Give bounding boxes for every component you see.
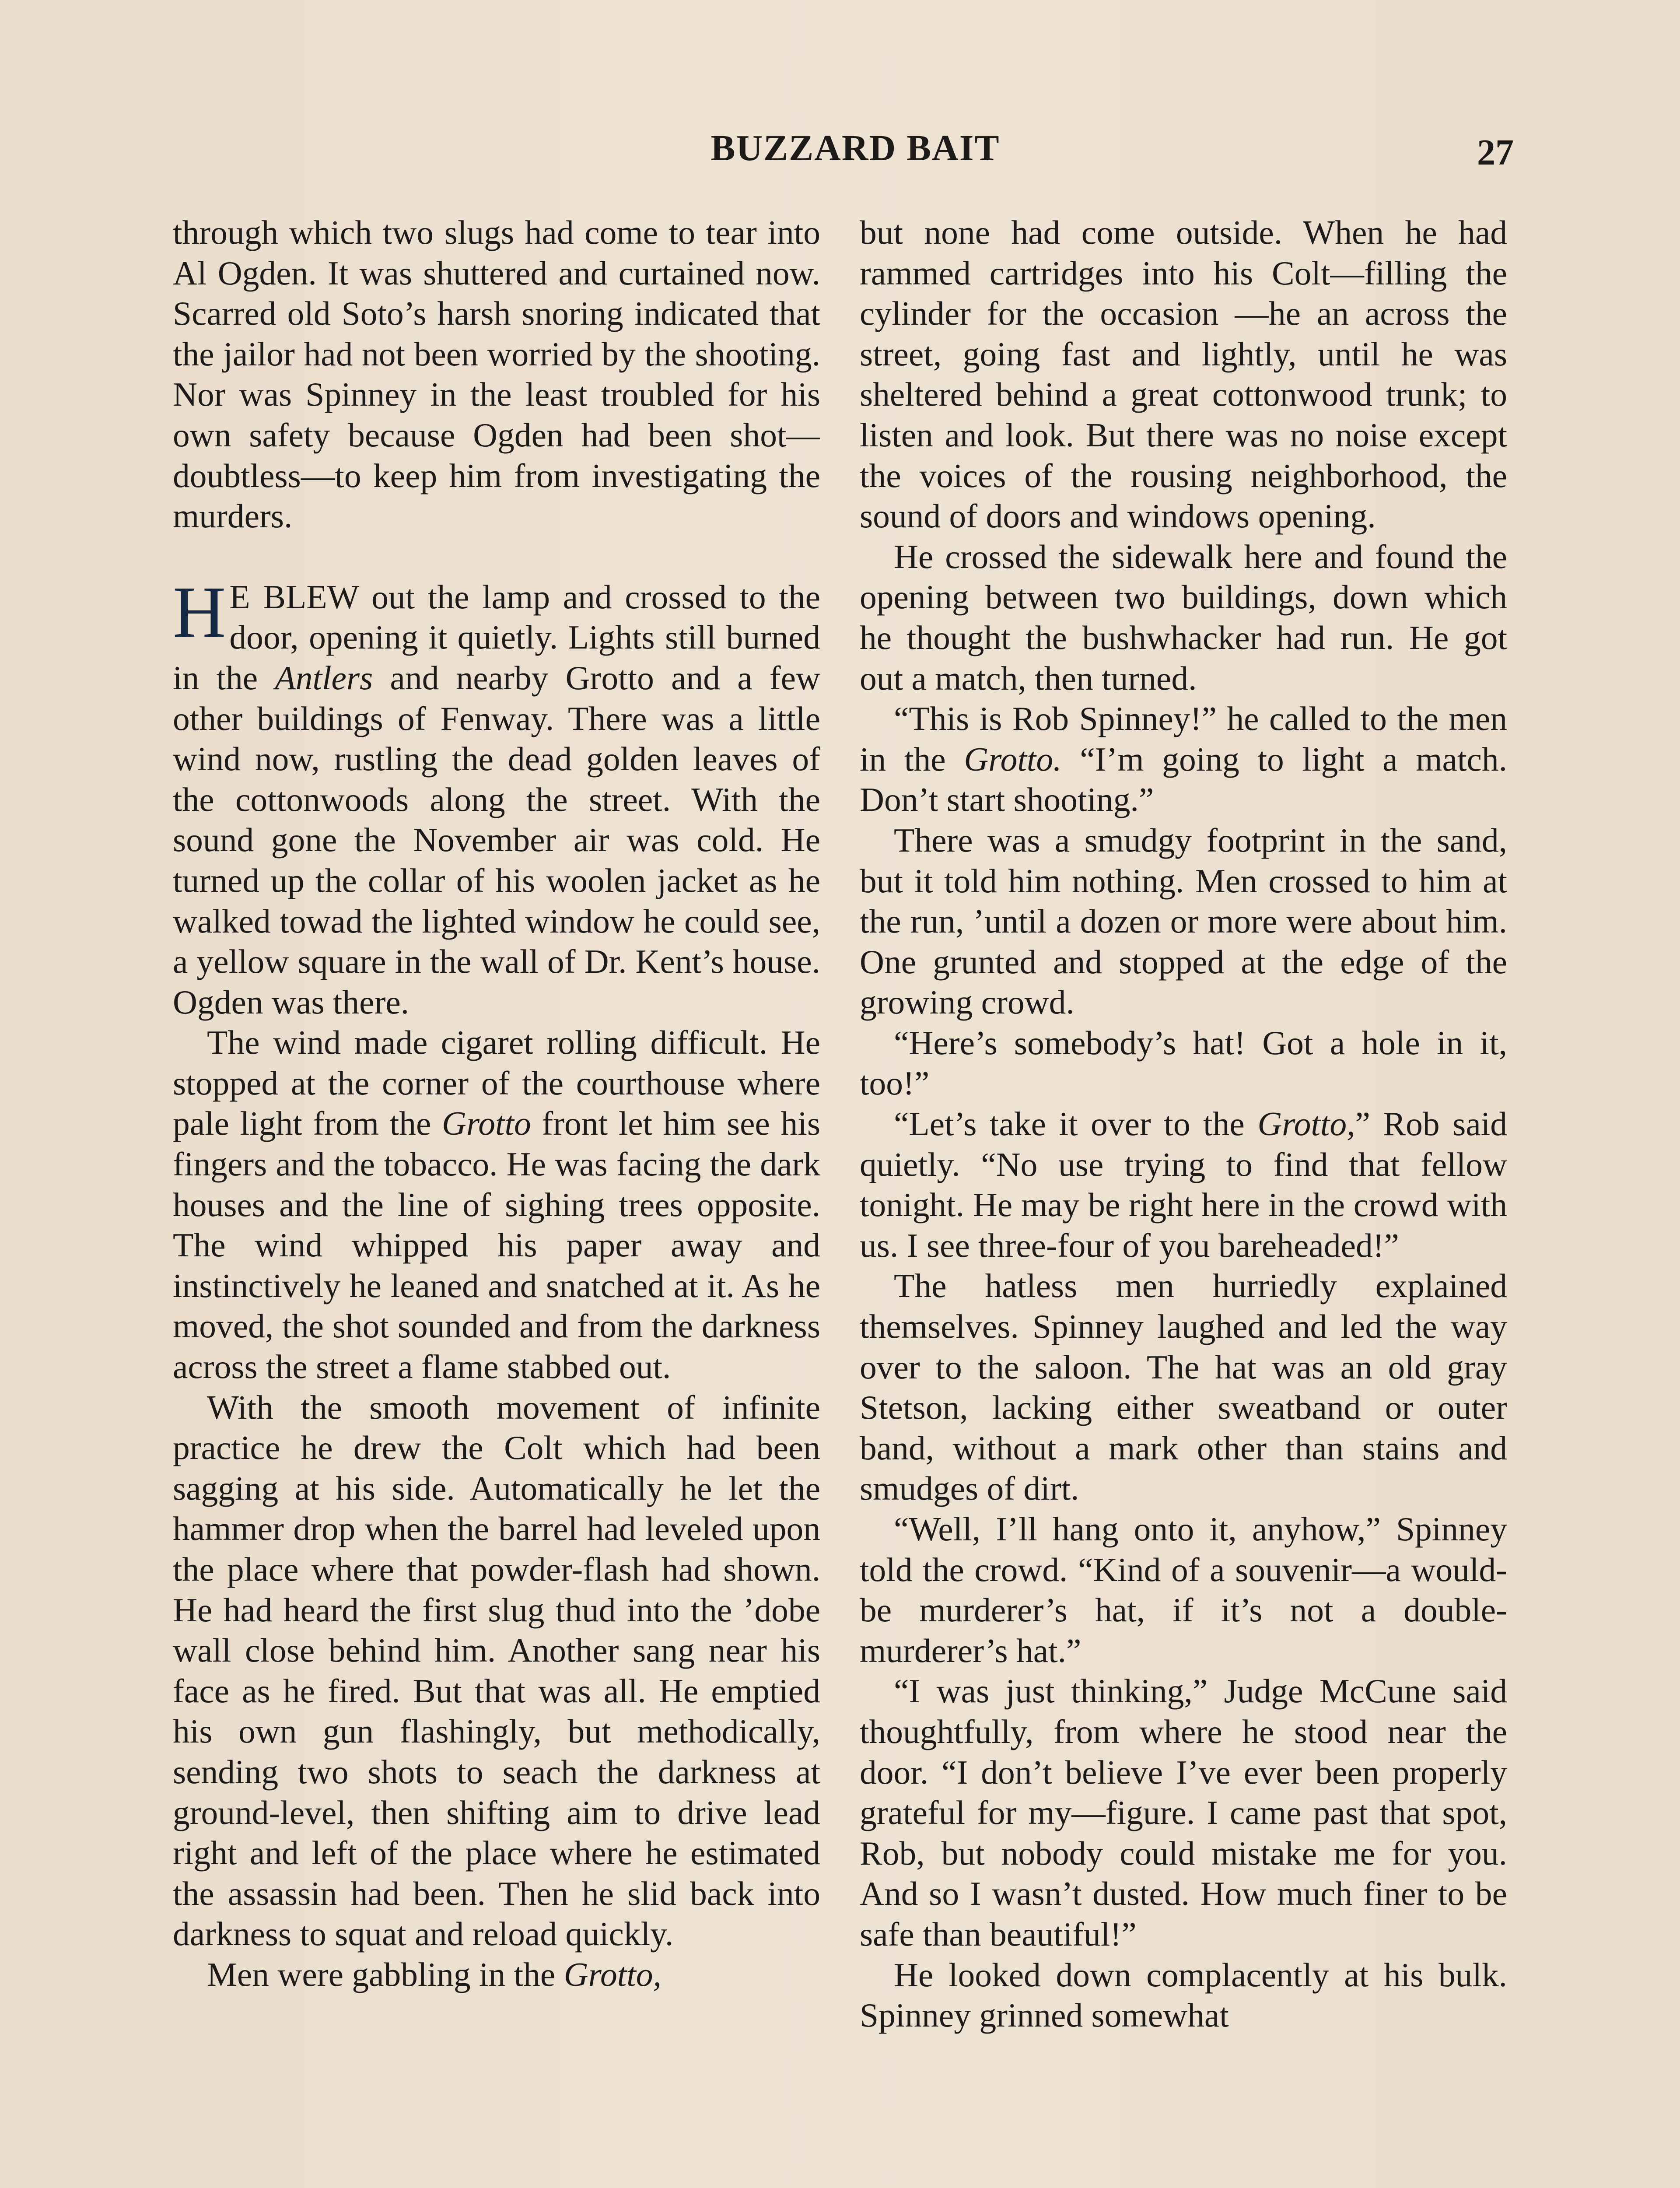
paragraph-text: Men were gabbling in the (207, 1955, 564, 1993)
paragraph (173, 1954, 820, 1995)
italic-text: Grotto. (964, 740, 1062, 778)
paragraph-text: and nearby Grotto and a few other buildings of Fenway. There was a little wind now, rustling the dead golden leaves of the cottonwoods along the street. With the sound gone the November air was cold. He turned up the collar of his woolen jacket as he walked towad the lighted window he could see, a yellow square in the wall of Dr. Kent’s house. Ogden was there. (173, 659, 820, 1021)
paragraph: The hatless men hurriedly explained themselves. Spinney laughed and led the way over to the saloon. The hat was an old gray Stetson, lacking either sweatband or outer band, without a mark other than stains and smudges of dirt. (860, 1267, 1507, 1508)
paragraph-text: front let him see his fingers and the tobacco. He was facing the dark houses and the line of sighing trees opposite. The wind whipped his paper away and instinctively he leaned and snatched at it. As he moved, the shot sounded and from the darkness across the street a flame stabbed out. (173, 1105, 820, 1386)
italic-text: Antlers (275, 659, 373, 697)
paragraph: There was a smudgy footprint in the sand, but it told him nothing. Men crossed to him at the run, ’until a dozen or more were about him. One grunted and stopped at the edge of the growing crowd. (860, 821, 1507, 1021)
page-number: 27 (1477, 132, 1514, 173)
paragraph: but none had come outside. When he had rammed cartridges into his Colt—filling the cylinder for the occasion —he an across the street, going fast and lightly, until he was sheltered behind a great cottonwood trunk; to listen and look. But there was no noise except the voices of the rousing neighborhood, the sound of doors and windows opening. (860, 214, 1507, 535)
paragraph (173, 1022, 820, 1387)
paragraph: He crossed the sidewalk here and found the opening between two buildings, down which he thought the bushwhacker had run. He got out a match, then turned. (860, 537, 1507, 697)
drop-cap: H (173, 571, 226, 653)
paragraph-text: “This is Rob Spinney!” he called to the men in the (860, 700, 1507, 778)
paragraph: He looked down complacently at his bulk. Spinney grinned somewhat (860, 1956, 1507, 2034)
paragraph: “Here’s somebody’s hat! Got a hole in it, too!” (860, 1024, 1507, 1102)
italic-text: Grotto, (1257, 1105, 1355, 1143)
paragraph-text: ” Rob said quietly. “No use trying to find that fellow tonight. He may be right here in the crowd with us. I see three-four of you bareheaded!” (860, 1105, 1507, 1264)
italic-text: Grotto, (564, 1955, 662, 1993)
paragraph (860, 698, 1507, 820)
left-text-column (173, 212, 820, 2188)
right-text-column (860, 212, 1507, 2188)
paragraph: With the smooth movement of infinite practice he drew the Colt which had been sagging at his side. Automatically he let the hammer drop when the barrel had leveled upon the place where that powder-flash had shown. He had heard the first slug thud into the ’dobe wall close behind him. Another sang near his face as he fired. But that was all. He emptied his own gun flashingly, but methodically, sending two shots to seach the darkness at ground-level, then shifting aim to drive lead right and left of the place where he estimated the assassin had been. Then he slid back into darkness to squat and reload quickly. (173, 1388, 820, 1953)
paragraph: “I was just thinking,” Judge McCune said thoughtfully, from where he stood near the door. “I don’t believe I’ve ever been properly grateful for my—figure. I came past that spot, Rob, but nobody could mistake me for you. And so I wasn’t dusted. How much finer to be safe than beautiful!” (860, 1672, 1507, 1953)
paragraph-text: The wind made cigaret rolling difficult. He stopped at the corner of the courthouse where pale light from the (173, 1024, 820, 1143)
paragraph: “Well, I’ll hang onto it, anyhow,” Spinney told the crowd. “Kind of a souvenir—a would-be murderer’s hat, if it’s not a double-murderer’s hat.” (860, 1510, 1507, 1669)
paragraph: through which two slugs had come to tear into Al Ogden. It was shuttered and curtained now. Scarred old Soto’s harsh snoring indicated that the jailor had not been worried by the shooting. Nor was Spinney in the least troubled for his own safety because Ogden had been shot—doubtless—to keep him from investigating the murders. (173, 214, 820, 535)
italic-text: Grotto (441, 1105, 531, 1143)
running-head-title: BUZZARD BAIT (710, 128, 1000, 168)
paragraph (173, 571, 820, 1023)
paragraph (860, 1104, 1507, 1266)
paragraph-text: “I’m going to light a match. Don’t start shooting.” (860, 740, 1507, 819)
paragraph-text: “Let’s take it over to the (894, 1105, 1258, 1143)
paragraph-text: E BLEW out the lamp and crossed to the door, opening it quietly. Lights still burned in the (173, 578, 820, 697)
